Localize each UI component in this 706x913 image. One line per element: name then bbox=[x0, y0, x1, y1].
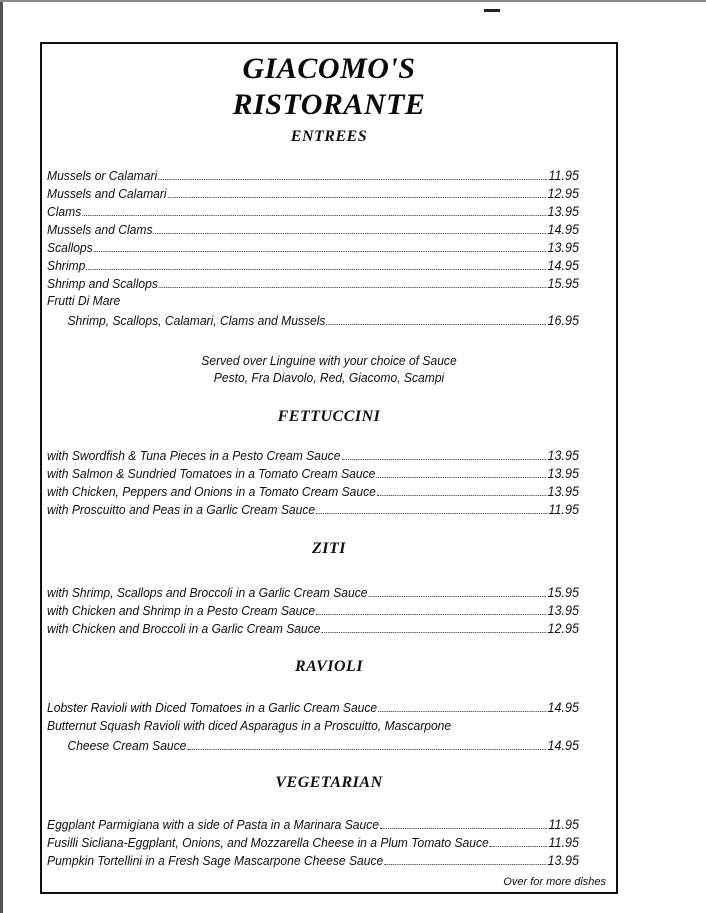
menu-item: with Shrimp, Scallops and Broccoli in a Garlic Cream Sauce 15.95 bbox=[47, 585, 579, 600]
menu-item: Mussels and Clams 14.95 bbox=[47, 222, 579, 237]
price: 14.95 bbox=[547, 258, 579, 273]
restaurant-name-line2: RISTORANTE bbox=[232, 88, 426, 121]
scan-speck bbox=[484, 9, 500, 12]
price: 13.95 bbox=[547, 853, 579, 868]
menu-item-label: Frutti Di Mare bbox=[47, 293, 121, 308]
restaurant-name-line1: GIACOMO'S bbox=[242, 52, 416, 85]
menu-item: Mussels or Calamari 11.95 bbox=[47, 168, 579, 183]
price: 13.95 bbox=[547, 484, 579, 499]
scan-edge bbox=[0, 0, 706, 2]
menu-item: with Chicken and Shrimp in a Pesto Cream Sauce 13.95 bbox=[47, 603, 579, 618]
section-heading-ziti: ZITI bbox=[312, 540, 346, 557]
menu-item: with Proscuitto and Peas in a Garlic Cream Sauce 11.95 bbox=[47, 502, 579, 517]
menu-item: Scallops 13.95 bbox=[47, 240, 579, 255]
sauce-options: Pesto, Fra Diavolo, Red, Giacomo, Scampi bbox=[213, 370, 445, 385]
menu-item: Shrimp and Scallops 15.95 bbox=[47, 276, 579, 291]
price: 11.95 bbox=[548, 502, 579, 517]
menu-item: Fusilli Sicliana-Eggplant, Onions, and Mozzarella Cheese in a Plum Tomato Sauce 11.95 bbox=[47, 835, 579, 850]
price: 11.95 bbox=[548, 168, 579, 183]
section-heading-ravioli: RAVIOLI bbox=[294, 658, 364, 675]
price: 15.95 bbox=[547, 585, 579, 600]
menu-item: with Chicken and Broccoli in a Garlic Cream Sauce 12.95 bbox=[47, 621, 579, 636]
menu-item: Mussels and Calamari 12.95 bbox=[47, 186, 579, 201]
section-heading-vegetarian: VEGETARIAN bbox=[275, 774, 383, 791]
section-heading-fettuccini: FETTUCCINI bbox=[277, 408, 381, 425]
menu-item: Pumpkin Tortellini in a Fresh Sage Mascarpone Cheese Sauce 13.95 bbox=[47, 853, 579, 868]
price: 11.95 bbox=[548, 817, 579, 832]
price: 14.95 bbox=[547, 700, 579, 715]
menu-item: Shrimp, Scallops, Calamari, Clams and Mussels 16.95 bbox=[67, 313, 579, 328]
footer-note: Over for more dishes bbox=[503, 876, 606, 888]
menu-item: with Salmon & Sundried Tomatoes in a Tomato Cream Sauce 13.95 bbox=[47, 466, 579, 481]
price: 14.95 bbox=[547, 738, 579, 753]
menu-page bbox=[40, 42, 618, 894]
price: 13.95 bbox=[547, 448, 579, 463]
price: 15.95 bbox=[547, 276, 579, 291]
menu-item: Lobster Ravioli with Diced Tomatoes in a Garlic Cream Sauce 14.95 bbox=[47, 700, 579, 715]
price: 12.95 bbox=[547, 621, 579, 636]
price: 11.95 bbox=[548, 835, 579, 850]
menu-item: Clams 13.95 bbox=[47, 204, 579, 219]
price: 13.95 bbox=[547, 466, 579, 481]
sauce-note: Served over Linguine with your choice of Sauce bbox=[201, 353, 457, 368]
menu-item: Eggplant Parmigiana with a side of Pasta in a Marinara Sauce 11.95 bbox=[47, 817, 579, 832]
menu-item: with Swordfish & Tuna Pieces in a Pesto Cream Sauce 13.95 bbox=[47, 448, 579, 463]
section-heading-entrees: ENTREES bbox=[290, 128, 368, 145]
menu-item: Cheese Cream Sauce 14.95 bbox=[67, 738, 579, 753]
price: 13.95 bbox=[547, 204, 579, 219]
scan-edge bbox=[0, 0, 3, 913]
menu-item: with Chicken, Peppers and Onions in a Tomato Cream Sauce 13.95 bbox=[47, 484, 579, 499]
price: 16.95 bbox=[547, 313, 579, 328]
price: 14.95 bbox=[547, 222, 579, 237]
price: 12.95 bbox=[547, 186, 579, 201]
price: 13.95 bbox=[547, 603, 579, 618]
menu-item-label: Butternut Squash Ravioli with diced Asparagus in a Proscuitto, Mascarpone bbox=[47, 718, 452, 733]
menu-item: Shrimp 14.95 bbox=[47, 258, 579, 273]
price: 13.95 bbox=[547, 240, 579, 255]
